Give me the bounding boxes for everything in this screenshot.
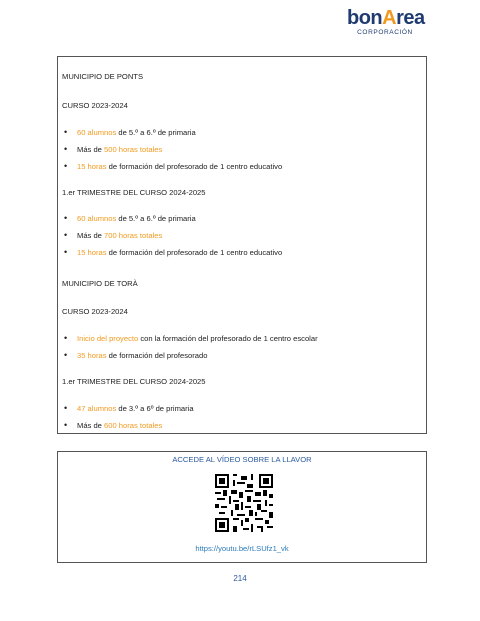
bonarea-logo [347, 8, 423, 36]
list-item: • Más de 600 horas totales [77, 421, 162, 430]
video-box [57, 451, 427, 563]
trimester-title: 1.er TRIMESTRE DEL CURSO 2024-2025 [62, 188, 206, 197]
list-item: • Más de 700 horas totales [77, 231, 162, 240]
qr-code-icon[interactable] [215, 474, 273, 532]
heading-tora: MUNICIPIO DE TORÀ [62, 279, 138, 288]
video-link[interactable]: https://youtu.be/rLSUfz1_vk [195, 544, 289, 553]
logo-wordmark: bonArea [347, 7, 425, 29]
list-item: • 15 horas de formación del profesorado de 1 centro educativo [77, 162, 282, 171]
content-box [57, 56, 427, 434]
video-title: ACCEDE AL VÍDEO SOBRE LA LLAVOR [172, 455, 312, 464]
list-item: • Más de 500 horas totales [77, 145, 162, 154]
list-item: • 35 horas de formación del profesorado [77, 351, 207, 360]
list-item: • 15 horas de formación del profesorado de 1 centro educativo [77, 248, 282, 257]
list-item: • 60 alumnos de 5.º a 6.º de primaria [77, 128, 196, 137]
page-number: 214 [233, 574, 247, 583]
heading-ponts: MUNICIPIO DE PONTS [62, 72, 144, 81]
course-title: CURSO 2023-2024 [62, 101, 128, 110]
list-item: • 60 alumnos de 5.º a 6.º de primaria [77, 214, 196, 223]
trimester-title: 1.er TRIMESTRE DEL CURSO 2024-2025 [62, 377, 206, 386]
course-title: CURSO 2023-2024 [62, 307, 128, 316]
logo-subtitle: CORPORACIÓN [357, 29, 413, 36]
list-item: • Inicio del proyecto con la formación del profesorado de 1 centro escolar [77, 334, 318, 343]
list-item: • 47 alumnos de 3.º a 6º de primaria [77, 404, 194, 413]
